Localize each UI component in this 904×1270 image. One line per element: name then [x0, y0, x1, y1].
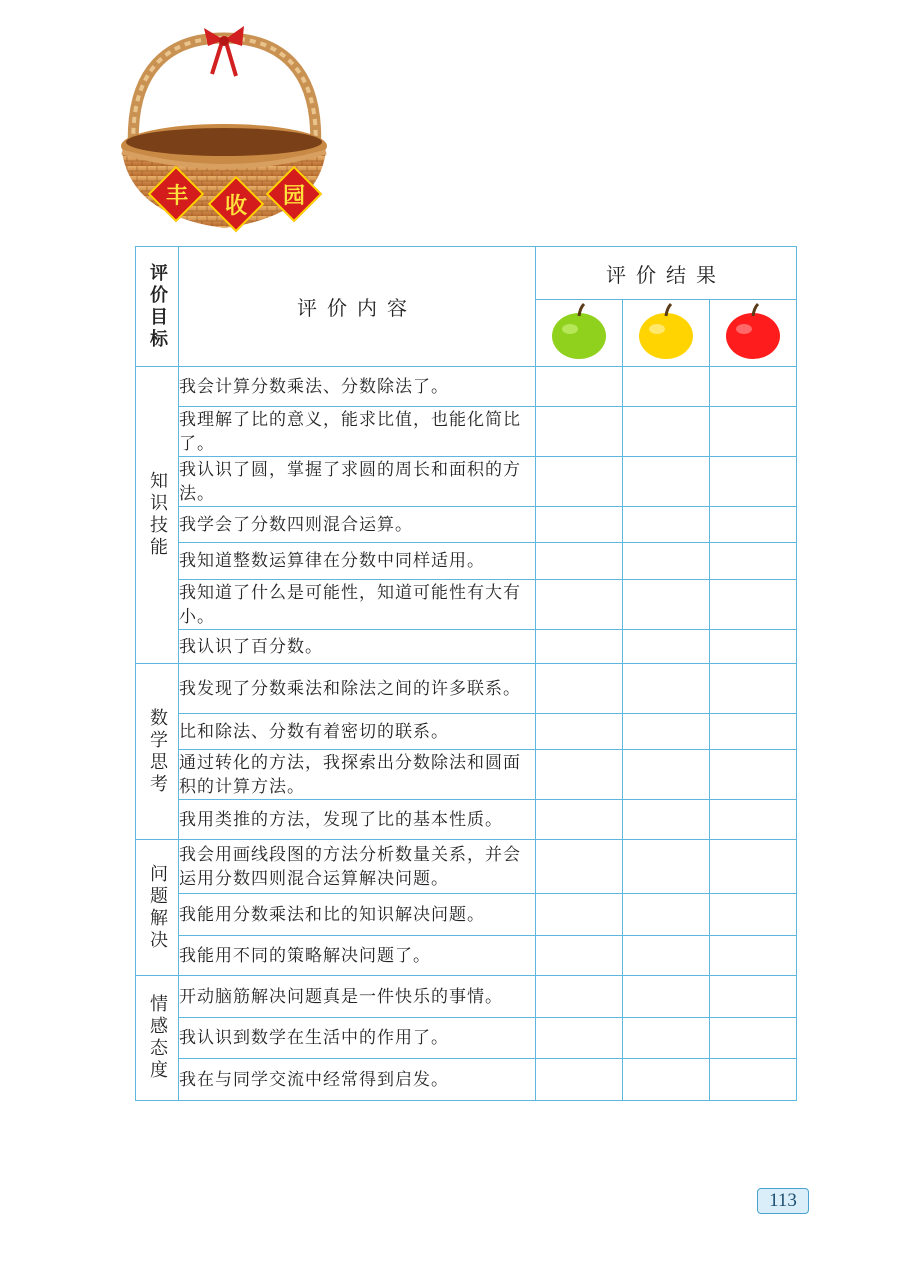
rating-cell[interactable]: [623, 1059, 710, 1101]
basket-label-char-3: 园: [282, 184, 305, 209]
rating-cell[interactable]: [710, 507, 797, 543]
evaluation-item: 我会计算分数乘法、分数除法了。: [179, 367, 536, 407]
rating-cell[interactable]: [710, 543, 797, 580]
rating-cell[interactable]: [710, 367, 797, 407]
category-cell: [136, 367, 179, 664]
rating-cell[interactable]: [710, 1059, 797, 1101]
evaluation-item: 我发现了分数乘法和除法之间的许多联系。: [179, 664, 536, 714]
rating-cell[interactable]: [710, 840, 797, 894]
table-row: [136, 840, 797, 894]
rating-cell[interactable]: [623, 894, 710, 936]
evaluation-item: 我认识了百分数。: [179, 630, 536, 664]
rating-cell[interactable]: [536, 407, 623, 457]
rating-cell[interactable]: [710, 457, 797, 507]
evaluation-item: 比和除法、分数有着密切的联系。: [179, 714, 536, 750]
rating-cell[interactable]: [623, 664, 710, 714]
evaluation-item: 我认识到数学在生活中的作用了。: [179, 1018, 536, 1059]
rating-cell[interactable]: [710, 714, 797, 750]
evaluation-item: 我理解了比的意义，能求比值，也能化简比了。: [179, 407, 536, 457]
evaluation-item: 我认识了圆，掌握了求圆的周长和面积的方法。: [179, 457, 536, 507]
category-cell: [136, 664, 179, 840]
rating-cell[interactable]: [623, 543, 710, 580]
header-target: [136, 247, 179, 367]
rating-cell[interactable]: [710, 630, 797, 664]
rating-cell[interactable]: [536, 543, 623, 580]
rating-cell[interactable]: [710, 894, 797, 936]
table-row: [136, 714, 797, 750]
table-row: [136, 936, 797, 976]
rating-cell[interactable]: [710, 407, 797, 457]
rating-cell[interactable]: [623, 840, 710, 894]
rating-cell[interactable]: [623, 714, 710, 750]
rating-cell[interactable]: [623, 367, 710, 407]
apple-cell-1: [536, 300, 623, 367]
apple-cell-3: [710, 300, 797, 367]
evaluation-table: [135, 246, 797, 1101]
rating-cell[interactable]: [536, 367, 623, 407]
table-row: [136, 580, 797, 630]
rating-cell[interactable]: [536, 630, 623, 664]
rating-cell[interactable]: [623, 580, 710, 630]
table-row: [136, 367, 797, 407]
red-apple-icon: [723, 302, 783, 360]
evaluation-item: 通过转化的方法，我探索出分数除法和圆面积的计算方法。: [179, 750, 536, 800]
category-label: 数学思考: [147, 707, 168, 796]
table-row: [136, 750, 797, 800]
table-row: [136, 507, 797, 543]
evaluation-item: 我能用分数乘法和比的知识解决问题。: [179, 894, 536, 936]
rating-cell[interactable]: [536, 800, 623, 840]
rating-cell[interactable]: [623, 800, 710, 840]
rating-cell[interactable]: [536, 894, 623, 936]
table-row: [136, 1018, 797, 1059]
evaluation-item: 我会用画线段图的方法分析数量关系，并会运用分数四则混合运算解决问题。: [179, 840, 536, 894]
header-result: 评价结果: [536, 247, 797, 300]
header-target-label: 评价目标: [147, 262, 168, 351]
table-row: [136, 894, 797, 936]
rating-cell[interactable]: [536, 1018, 623, 1059]
table-row: [136, 543, 797, 580]
apple-cell-2: [623, 300, 710, 367]
category-cell: [136, 976, 179, 1101]
table-row: [136, 1059, 797, 1101]
category-cell: [136, 840, 179, 976]
rating-cell[interactable]: [710, 976, 797, 1018]
rating-cell[interactable]: [710, 664, 797, 714]
rating-cell[interactable]: [710, 1018, 797, 1059]
table-row: [136, 630, 797, 664]
evaluation-item: 我学会了分数四则混合运算。: [179, 507, 536, 543]
rating-cell[interactable]: [623, 507, 710, 543]
rating-cell[interactable]: [623, 457, 710, 507]
basket-label-char-2: 收: [224, 194, 247, 219]
rating-cell[interactable]: [623, 1018, 710, 1059]
green-apple-icon: [549, 302, 609, 360]
evaluation-item: 我用类推的方法，发现了比的基本性质。: [179, 800, 536, 840]
evaluation-item: 我能用不同的策略解决问题了。: [179, 936, 536, 976]
rating-cell[interactable]: [536, 976, 623, 1018]
evaluation-item: 开动脑筋解决问题真是一件快乐的事情。: [179, 976, 536, 1018]
category-label: 问题解决: [147, 863, 168, 952]
rating-cell[interactable]: [623, 750, 710, 800]
rating-cell[interactable]: [536, 507, 623, 543]
table-row: [136, 664, 797, 714]
rating-cell[interactable]: [623, 976, 710, 1018]
header-content: 评价内容: [179, 247, 536, 367]
table-row: [136, 976, 797, 1018]
rating-cell[interactable]: [536, 1059, 623, 1101]
rating-cell[interactable]: [536, 580, 623, 630]
evaluation-item: 我知道了什么是可能性，知道可能性有大有小。: [179, 580, 536, 630]
rating-cell[interactable]: [623, 630, 710, 664]
header-row: [136, 247, 797, 300]
basket-label-char-1: 丰: [165, 184, 188, 209]
rating-cell[interactable]: [623, 936, 710, 976]
rating-cell[interactable]: [710, 800, 797, 840]
category-label: 知识技能: [147, 471, 168, 559]
rating-cell[interactable]: [623, 407, 710, 457]
evaluation-item: 我知道整数运算律在分数中同样适用。: [179, 543, 536, 580]
evaluation-item: 我在与同学交流中经常得到启发。: [179, 1059, 536, 1101]
rating-cell[interactable]: [536, 936, 623, 976]
rating-cell[interactable]: [710, 936, 797, 976]
page-number: 113: [757, 1188, 809, 1214]
basket-label: [154, 170, 314, 230]
rating-cell[interactable]: [536, 457, 623, 507]
rating-cell[interactable]: [536, 840, 623, 894]
yellow-apple-icon: [636, 302, 696, 360]
rating-cell[interactable]: [710, 580, 797, 630]
rating-cell[interactable]: [710, 750, 797, 800]
table-row: [136, 800, 797, 840]
rating-cell[interactable]: [536, 750, 623, 800]
rating-cell[interactable]: [536, 714, 623, 750]
rating-cell[interactable]: [536, 664, 623, 714]
table-row: [136, 407, 797, 457]
table-row: [136, 457, 797, 507]
category-label: 情感态度: [147, 994, 168, 1082]
